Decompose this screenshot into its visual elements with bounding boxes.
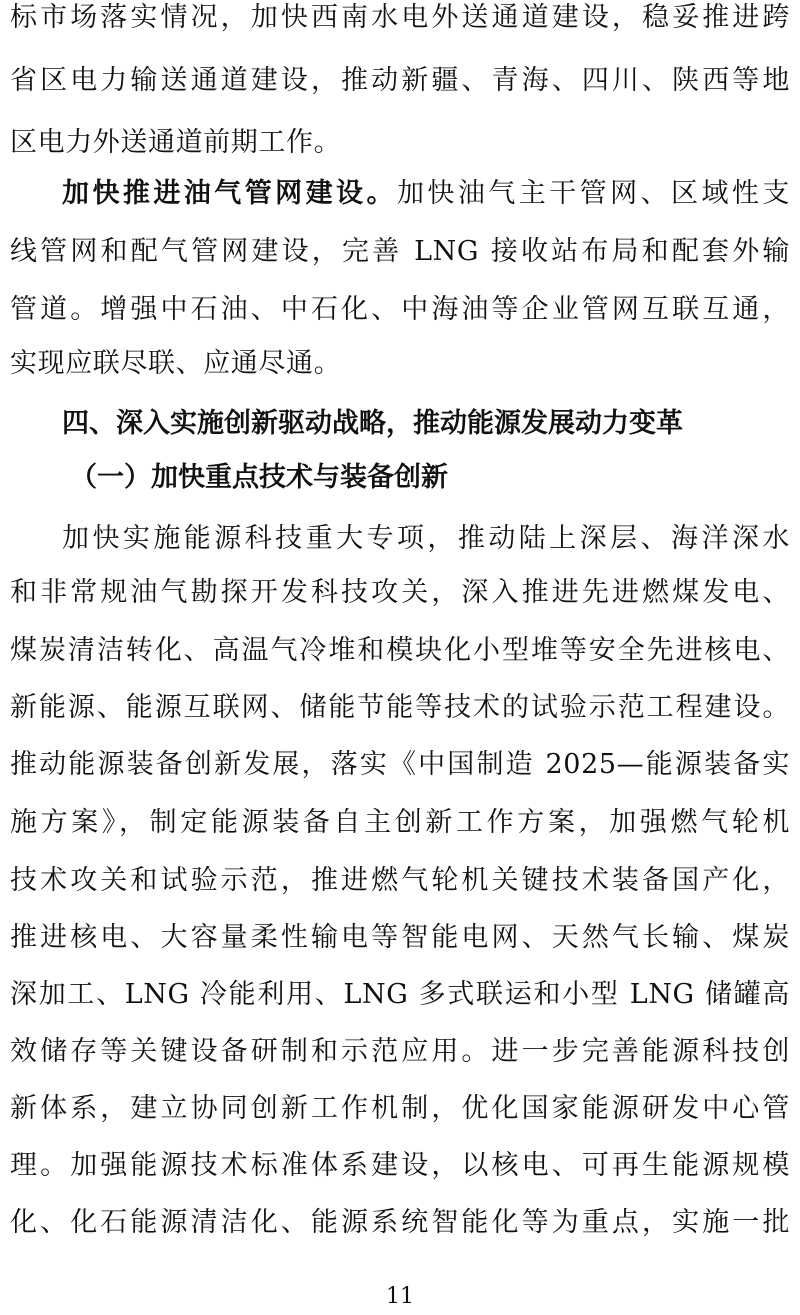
paragraph-3-line-13: 化、化石能源清洁化、能源系统智能化等为重点，实施一批 [10,1207,790,1238]
paragraph-3-line-4: 新能源、能源互联网、储能节能等技术的试验示范工程建设。 [10,692,790,723]
section-heading: 四、深入实施创新驱动战略，推动能源发展动力变革 [62,408,683,439]
paragraph-3-line-12: 理。加强能源技术标准体系建设，以核电、可再生能源规模 [10,1150,790,1181]
paragraph-2-line-1-rest: 加快油气主干管网、区域性支 [396,178,790,209]
paragraph-2-line-4: 实现应联尽联、应通尽通。 [10,348,342,379]
paragraph-3-line-10: 效储存等关键设备研制和示范应用。进一步完善能源科技创 [10,1036,790,1067]
paragraph-2-line-2: 线管网和配气管网建设，完善 LNG 接收站布局和配套外输 [10,236,790,267]
paragraph-3-line-7: 技术攻关和试验示范，推进燃气轮机关键技术装备国产化， [10,865,790,896]
paragraph-3-line-2: 和非常规油气勘探开发科技攻关，深入推进先进燃煤发电、 [10,577,790,608]
page-number: 11 [386,1284,414,1309]
paragraph-1-line-3: 区电力外送通道前期工作。 [10,127,342,158]
paragraph-3-line-1: 加快实施能源科技重大专项，推动陆上深层、海洋深水 [62,523,790,554]
paragraph-2-line-1 [62,174,790,214]
paragraph-1-line-1: 标市场落实情况，加快西南水电外送通道建设，稳妥推进跨 [10,2,790,33]
paragraph-3-line-9: 深加工、LNG 冷能利用、LNG 多式联运和小型 LNG 储罐高 [10,979,790,1010]
paragraph-3-line-6: 施方案》，制定能源装备自主创新工作方案，加强燃气轮机 [10,807,790,838]
paragraph-2-lead-bold: 加快推进油气管网建设。 [62,178,397,209]
paragraph-2-line-3: 管道。增强中石油、中石化、中海油等企业管网互联互通， [10,294,790,325]
paragraph-1-line-2: 省区电力输送通道建设，推动新疆、青海、四川、陕西等地 [10,65,790,96]
paragraph-3-line-8: 推进核电、大容量柔性输电等智能电网、天然气长输、煤炭 [10,922,790,953]
subsection-heading: （一）加快重点技术与装备创新 [70,462,448,493]
paragraph-3-line-3: 煤炭清洁转化、高温气冷堆和模块化小型堆等安全先进核电、 [10,635,790,666]
paragraph-3-line-5: 推动能源装备创新发展，落实《中国制造 2025—能源装备实 [10,749,790,780]
paragraph-3-line-11: 新体系，建立协同创新工作机制，优化国家能源研发中心管 [10,1093,790,1124]
